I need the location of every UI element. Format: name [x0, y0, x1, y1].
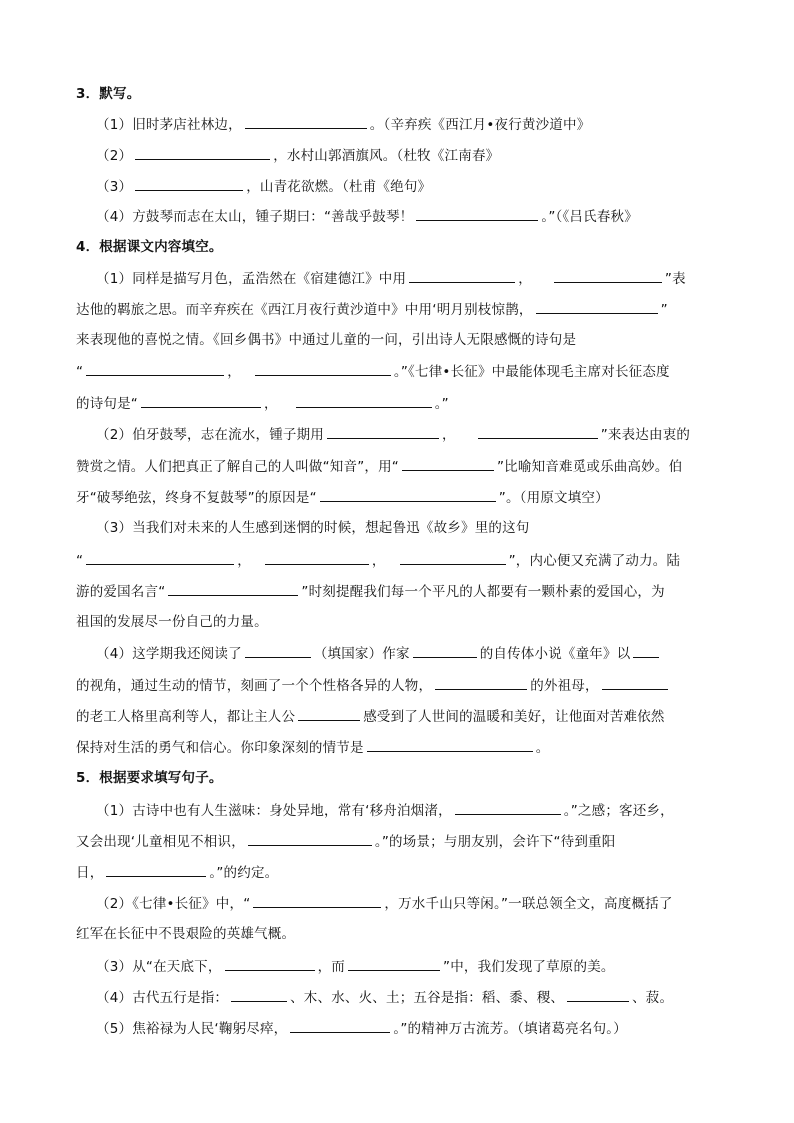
q4-4-line-4	[76, 737, 549, 758]
q4-2-blank-2[interactable]	[478, 424, 598, 439]
q4-4-line-2	[76, 675, 671, 696]
text: 的自传体小说《童年》以	[479, 646, 631, 662]
text: ，万水千山只等闲。”一联总领全文，高度概括了	[384, 896, 673, 912]
text: 。	[535, 740, 550, 756]
q4-1-line-3: 来表现他的喜悦之情。《回乡偶书》中通过儿童的一问，引出诗人无限感慨的诗句是	[76, 332, 577, 348]
text: （1）同样是描写月色，孟浩然在《宿建德江》中用	[96, 271, 407, 287]
q3-3-text-b: ，山青花欲燃。（杜甫《绝句》	[246, 179, 432, 195]
q5-3-blank-2[interactable]	[348, 956, 440, 971]
q4-3-line-2	[76, 550, 680, 571]
q5-title: 5．根据要求填写句子。	[76, 770, 223, 786]
q4-1-blank-4[interactable]	[86, 361, 224, 376]
text: ，而	[317, 959, 345, 975]
q4-4-blank-6[interactable]	[298, 706, 360, 721]
text: ”比喻知音难觅或乐曲高妙。伯	[496, 459, 683, 475]
q3-4-text-a: （4）方鼓琴而志在太山，锺子期曰：“善哉乎鼓琴！	[96, 209, 414, 225]
q4-1-blank-6[interactable]	[141, 393, 261, 408]
text: （4）古代五行是指：	[96, 990, 229, 1006]
text: ，	[237, 553, 251, 569]
text: （3）从“在天底下，	[96, 959, 222, 975]
q4-2-blank-3[interactable]	[402, 456, 494, 471]
text: 又会出现‘儿童相见不相识，	[76, 834, 245, 850]
text: （4）这学期我还阅读了	[96, 646, 242, 662]
q4-4-blank-3[interactable]	[633, 643, 659, 658]
q5-2-line-2: 红军在长征中不畏艰险的英雄气概。	[76, 926, 296, 942]
q4-4-blank-1[interactable]	[245, 643, 311, 658]
text: ，	[264, 396, 278, 412]
q4-3-line-3	[76, 581, 665, 602]
q4-1-line-5	[76, 393, 449, 414]
q3-item-4	[96, 206, 638, 227]
q5-2-blank-1[interactable]	[253, 893, 381, 908]
text: 日，	[76, 865, 104, 881]
text: ，	[227, 364, 241, 380]
text: 游的爱国名言“	[76, 584, 166, 600]
text: 。”之感；客还乡，	[563, 803, 674, 819]
text: 、菽。	[632, 990, 674, 1006]
text: ”	[660, 302, 668, 318]
q5-5-blank-1[interactable]	[290, 1018, 390, 1033]
q4-2-line-3	[76, 487, 609, 508]
text: 牙“破琴绝弦，终身不复鼓琴”的原因是“	[76, 490, 317, 506]
text: （1）古诗中也有人生滋味：身处异地，常有‘移舟泊烟渚，	[96, 803, 452, 819]
text: ，	[518, 271, 532, 287]
text: 。”	[434, 396, 449, 412]
q3-item-3	[96, 176, 431, 197]
q3-1-text-b: 。（辛弃疾《西江月•夜行黄沙道中》	[369, 117, 591, 133]
q3-1-text-a: （1）旧时茅店社林边，	[96, 117, 242, 133]
q3-4-blank[interactable]	[416, 206, 538, 221]
text: ，	[371, 553, 386, 569]
text: ”。（用原文填空）	[498, 490, 609, 506]
q3-item-2	[96, 145, 499, 166]
q4-1-blank-5[interactable]	[255, 361, 391, 376]
q4-4-line-3	[76, 706, 665, 727]
q5-1-blank-3[interactable]	[106, 862, 206, 877]
text: 。”的约定。	[209, 865, 279, 881]
text: 赞赏之情。人们把真正了解自己的人叫做“知音”，用“	[76, 459, 399, 475]
text: 的老工人格里高利等人，都让主人公	[76, 709, 296, 725]
q4-4-blank-5[interactable]	[602, 675, 668, 690]
text: “	[76, 364, 84, 380]
q3-1-blank[interactable]	[245, 114, 367, 129]
q4-1-blank-2[interactable]	[554, 268, 662, 283]
q5-1-line-2	[76, 831, 615, 852]
q4-3-line-1: （3）当我们对未来的人生感到迷惘的时候，想起鲁迅《故乡》里的这句	[96, 520, 530, 536]
text: ”，内心便又充满了动力。陆	[508, 553, 681, 569]
text: （填国家）作家	[313, 646, 410, 662]
q4-1-blank-3[interactable]	[536, 299, 658, 314]
q3-title: 3．默写。	[76, 86, 141, 102]
q3-2-text-a: （2）	[96, 148, 133, 164]
text: 的诗句是“	[76, 396, 138, 412]
q4-1-line-4	[76, 361, 670, 382]
q4-2-line-2	[76, 456, 682, 477]
q5-1-line-3	[76, 862, 278, 883]
text: ”中，我们发现了草原的美。	[443, 959, 615, 975]
q4-3-line-4: 祖国的发展尽一份自己的力量。	[76, 614, 268, 630]
q4-1-line-1	[96, 268, 686, 289]
q3-item-1	[96, 114, 590, 135]
q5-5-line	[96, 1018, 627, 1039]
q4-4-blank-7[interactable]	[367, 737, 533, 752]
text: 保持对生活的勇气和信心。你印象深刻的情节是	[76, 740, 364, 756]
text: 。”的场景；与朋友别，会许下“待到重阳	[374, 834, 616, 850]
q4-4-line-1	[96, 643, 662, 664]
text: 的外祖母，	[530, 678, 599, 694]
q4-2-blank-4[interactable]	[320, 487, 496, 502]
q4-3-blank-1[interactable]	[86, 550, 234, 565]
text: 达他的羁旅之思。而辛弃疾在《西江月夜行黄沙道中》中用‘明月别枝惊鹊，	[76, 302, 533, 318]
text: 感受到了人世间的温暖和美好，让他面对苦难依然	[363, 709, 665, 725]
text: （5）焦裕禄为人民‘鞠躬尽瘁，	[96, 1021, 288, 1037]
q4-title: 4．根据课文内容填空。	[76, 239, 223, 255]
q5-4-blank-1[interactable]	[231, 987, 287, 1002]
q3-3-blank[interactable]	[135, 176, 243, 191]
q5-1-blank-2[interactable]	[248, 831, 372, 846]
q3-3-text-a: （3）	[96, 179, 133, 195]
q4-3-blank-3[interactable]	[400, 550, 506, 565]
text: 的视角，通过生动的情节，刻画了一个个性格各异的人物，	[76, 678, 433, 694]
text: ，	[442, 427, 456, 443]
text: ”来表达由衷的	[600, 427, 691, 443]
q5-1-line-1	[96, 800, 674, 821]
q4-2-blank-1[interactable]	[327, 424, 439, 439]
text: 、木、水、火、土；五谷是指：稻、黍、稷、	[290, 990, 565, 1006]
q4-4-blank-4[interactable]	[435, 675, 527, 690]
q5-4-blank-2[interactable]	[567, 987, 629, 1002]
q5-2-line-1	[96, 893, 673, 914]
text: （2）《七律•长征》中，“	[96, 896, 251, 912]
q3-4-text-b: 。”（《吕氏春秋》	[541, 209, 638, 225]
text: 。”的精神万古流芳。（填诸葛亮名句。）	[393, 1021, 627, 1037]
q5-3-blank-1[interactable]	[225, 956, 315, 971]
text: “	[76, 553, 84, 569]
text: ”时刻提醒我们每一个平凡的人都要有一颗朴素的爱国心，为	[301, 584, 665, 600]
q4-1-blank-1[interactable]	[409, 268, 515, 283]
text: 。”《七律•长征》中最能体现毛主席对长征态度	[393, 364, 670, 380]
q5-1-blank-1[interactable]	[455, 800, 561, 815]
text: ”表	[664, 271, 686, 287]
q4-3-blank-2[interactable]	[265, 550, 369, 565]
q4-1-blank-7[interactable]	[296, 393, 432, 408]
q4-1-line-2	[76, 299, 668, 320]
text: （2）伯牙鼓琴，志在流水，锺子期用	[96, 427, 324, 443]
q4-2-line-1	[96, 424, 690, 445]
q5-3-line	[96, 956, 615, 977]
q3-2-text-b: ，水村山郭酒旗风。（杜牧《江南春》	[273, 148, 500, 164]
q4-4-blank-2[interactable]	[413, 643, 477, 658]
q4-3-blank-4[interactable]	[168, 581, 298, 596]
q5-4-line	[96, 987, 673, 1008]
q3-2-blank[interactable]	[135, 145, 270, 160]
